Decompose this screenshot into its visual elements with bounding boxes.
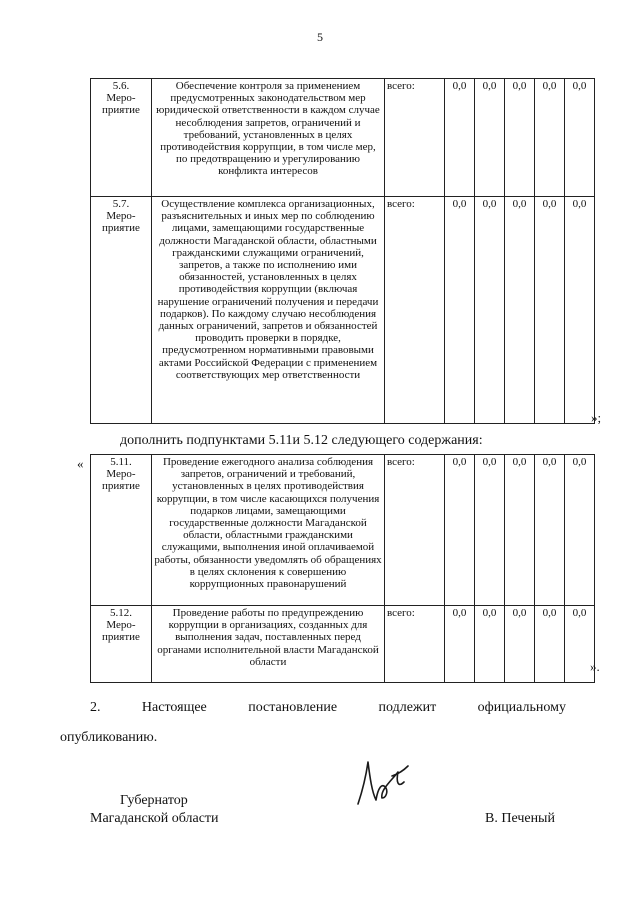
funding-value: 0,0 bbox=[565, 455, 595, 606]
governor-name: В. Печеный bbox=[485, 811, 555, 826]
measure-type-line2: приятие bbox=[102, 480, 140, 493]
governor-region: Магаданской области bbox=[90, 811, 219, 826]
measure-number-cell bbox=[91, 455, 152, 606]
paragraph-2-continuation: опубликованию. bbox=[60, 730, 158, 745]
page-number: 5 bbox=[317, 30, 323, 44]
funding-source: всего: bbox=[385, 79, 445, 197]
paragraph-word: постановление bbox=[248, 700, 338, 715]
funding-value: 0,0 bbox=[535, 455, 565, 606]
measure-number: 5.6. bbox=[112, 80, 130, 92]
funding-value: 0,0 bbox=[535, 79, 565, 197]
measure-number: 5.12. bbox=[110, 607, 132, 619]
funding-value: 0,0 bbox=[475, 197, 505, 424]
funding-value: 0,0 bbox=[535, 197, 565, 424]
funding-source: всего: bbox=[385, 455, 445, 606]
funding-value: 0,0 bbox=[565, 197, 595, 424]
measure-type-line1: Меро- bbox=[106, 468, 136, 481]
opening-quote: « bbox=[77, 456, 84, 471]
table-row bbox=[91, 79, 595, 197]
table-row bbox=[91, 606, 595, 683]
funding-value: 0,0 bbox=[445, 197, 475, 424]
measure-description: Осуществление комплекса организационных, разъяснительных и иных мер по соблюдению лицами, замещающими государственные должности Магаданской области, областными гражданскими служащими ограничений, запретов, а также по исполнению ими обязанностей, установленных в целях противодействия коррупции (включая нарушение ограничений получения и передачи подарков). По каждому случаю несоблюдения данных ограничений, запретов и обязанностей проводить проверки в порядке, предусмотренном нормативными правовыми актами Российской Федерации с применением соответствующих мер ответственности bbox=[152, 197, 385, 424]
measure-description: Обеспечение контроля за применением предусмотренных законодательством мер юридической ответственности в каждом случае несоблюдения запретов, ограничений и требований, установленных в целях противодействия коррупции, в том числе мер, по предотвращению и урегулированию конфликта интересов bbox=[152, 79, 385, 197]
signature-icon bbox=[352, 752, 412, 812]
funding-value: 0,0 bbox=[505, 79, 535, 197]
funding-source: всего: bbox=[385, 197, 445, 424]
funding-value: 0,0 bbox=[475, 79, 505, 197]
governor-title: Губернатор bbox=[120, 793, 188, 808]
measure-type-line2: приятие bbox=[102, 631, 140, 644]
closing-quote: »; bbox=[591, 410, 602, 425]
funding-value: 0,0 bbox=[475, 606, 505, 683]
measure-number: 5.11. bbox=[110, 456, 132, 468]
amendment-text: дополнить подпунктами 5.11и 5.12 следующего содержания: bbox=[120, 433, 483, 448]
funding-source: всего: bbox=[385, 606, 445, 683]
paragraph-word: подлежит bbox=[378, 700, 437, 715]
measure-description: Проведение ежегодного анализа соблюдения запретов, ограничений и требований, установленных в целях противодействия коррупции, в том числе касающихся получения подарков лицами, замещающими государственные должности Магаданской области, областными гражданскими служащими, выполнения иной оплачиваемой работы, обязанности уведомлять об обращениях в целях склонения к совершению коррупционных правонарушений bbox=[152, 455, 385, 606]
table-row bbox=[91, 197, 595, 424]
funding-value: 0,0 bbox=[445, 79, 475, 197]
paragraph-number: 2. bbox=[90, 700, 101, 715]
measure-description: Проведение работы по предупреждению коррупции в организациях, созданных для выполнения задач, поставленных перед органами исполнительной власти Магаданской области bbox=[152, 606, 385, 683]
table-row bbox=[91, 455, 595, 606]
funding-value: 0,0 bbox=[505, 197, 535, 424]
funding-value: 0,0 bbox=[535, 606, 565, 683]
paragraph-word: Настоящее bbox=[141, 700, 207, 715]
measures-table-top bbox=[90, 78, 595, 424]
funding-value: 0,0 bbox=[445, 455, 475, 606]
funding-value: 0,0 bbox=[565, 606, 595, 683]
measure-type-line2: приятие bbox=[102, 222, 140, 235]
funding-value: 0,0 bbox=[475, 455, 505, 606]
measure-number-cell bbox=[91, 79, 152, 197]
paragraph-word: официальному bbox=[477, 700, 566, 715]
measure-type-line1: Меро- bbox=[106, 92, 136, 105]
measure-type-line1: Меро- bbox=[106, 619, 136, 632]
funding-value: 0,0 bbox=[565, 79, 595, 197]
measures-table-added bbox=[90, 454, 595, 683]
closing-quote: ». bbox=[590, 659, 600, 674]
measure-number-cell bbox=[91, 197, 152, 424]
measure-type-line1: Меро- bbox=[106, 210, 136, 223]
funding-value: 0,0 bbox=[505, 606, 535, 683]
measure-number-cell bbox=[91, 606, 152, 683]
paragraph-2 bbox=[90, 700, 566, 716]
measure-number: 5.7. bbox=[112, 198, 130, 210]
measure-type-line2: приятие bbox=[102, 104, 140, 117]
funding-value: 0,0 bbox=[505, 455, 535, 606]
funding-value: 0,0 bbox=[445, 606, 475, 683]
